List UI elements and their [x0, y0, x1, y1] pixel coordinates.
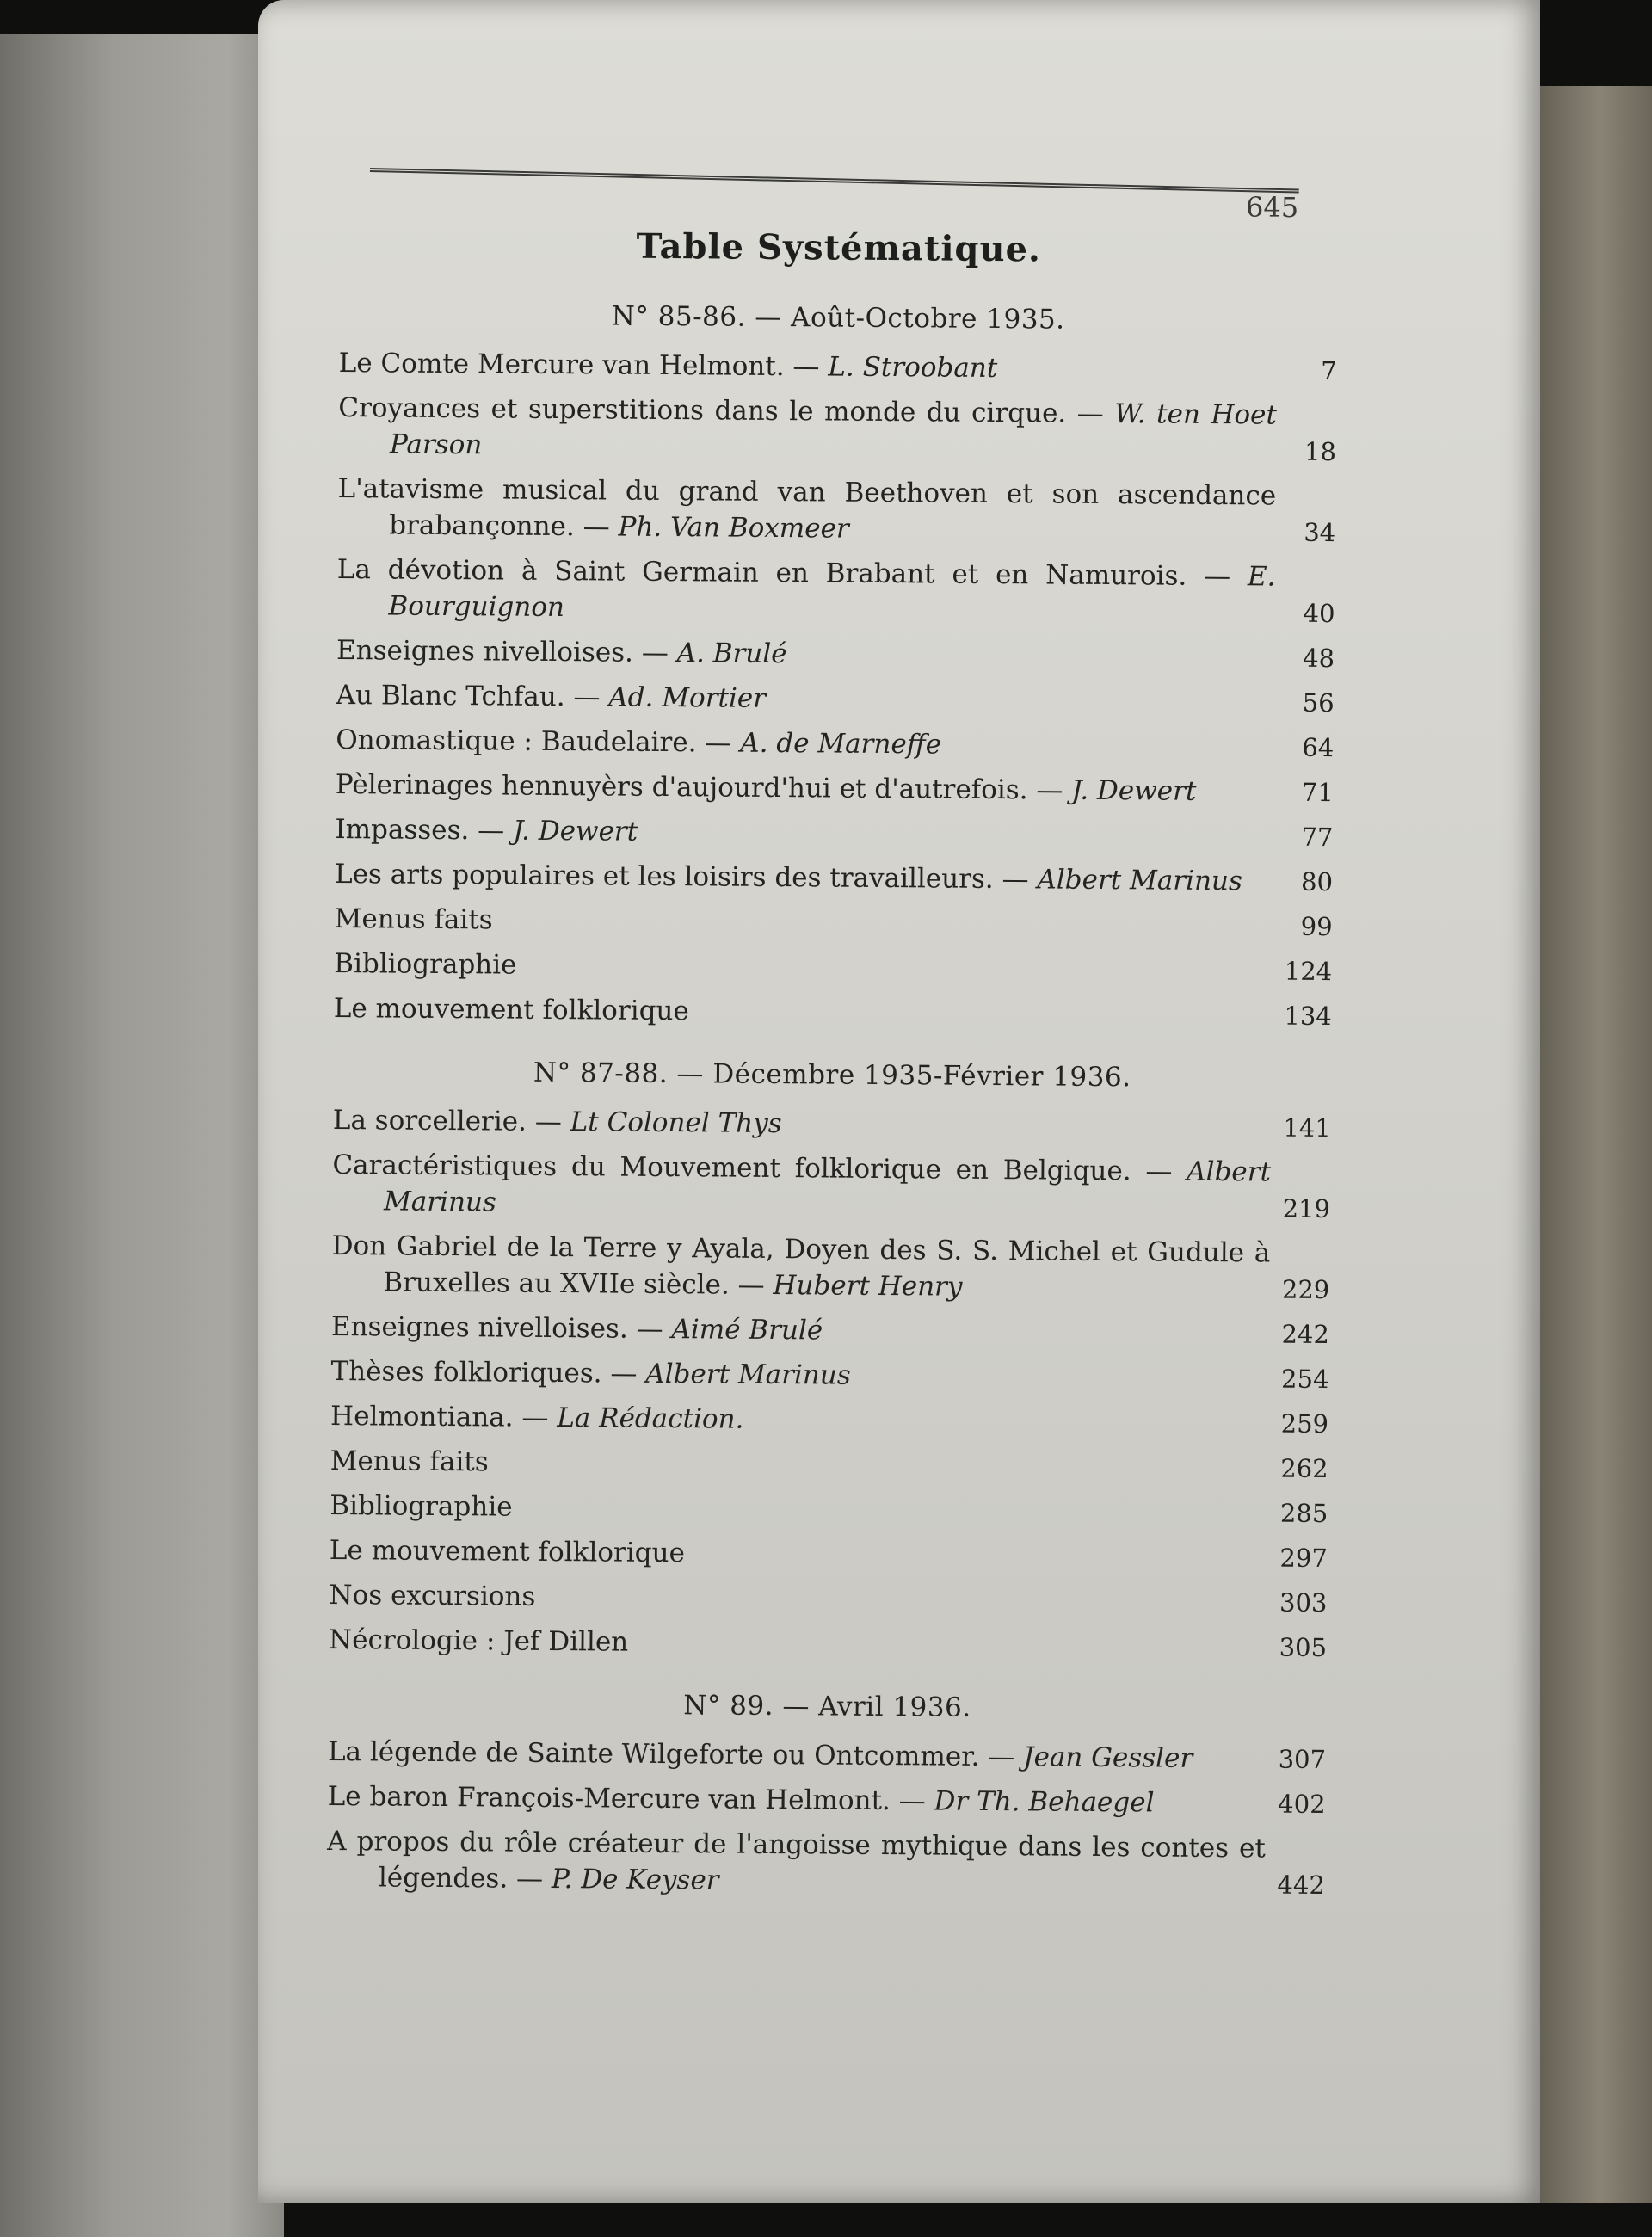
entry-text: [338, 390, 1277, 470]
toc-entry: [334, 901, 1332, 945]
entry-text: [336, 767, 1274, 810]
toc-section: [329, 1056, 1331, 1666]
toc-entry: [336, 722, 1334, 766]
entry-title: Menus faits: [330, 1445, 489, 1478]
entry-page-number: 134: [1284, 1001, 1332, 1032]
entry-page-number: 77: [1301, 822, 1334, 853]
entry-title: Onomastique : Baudelaire. —: [336, 724, 732, 759]
toc-entry: [336, 552, 1335, 632]
toc-entry: [335, 856, 1333, 900]
toc-entry: [333, 1102, 1331, 1146]
toc-entry: [330, 1443, 1328, 1487]
toc-entry: [336, 632, 1335, 676]
entry-title: Bibliographie: [330, 1489, 513, 1523]
entry-text: [334, 990, 1273, 1034]
entry-page-number: 254: [1280, 1364, 1329, 1395]
facing-page: [0, 34, 284, 2237]
entry-author: E. Bourguignon: [388, 561, 1276, 624]
entry-page-number: 297: [1279, 1543, 1328, 1574]
entry-title: Thèses folkloriques. —: [330, 1355, 638, 1390]
entry-title: Helmontiana. —: [330, 1400, 549, 1433]
entry-title: Le mouvement folklorique: [329, 1534, 686, 1569]
entry-text: [336, 722, 1274, 766]
entry-title: Impasses. —: [335, 813, 505, 847]
entry-page-number: 71: [1301, 777, 1334, 808]
entry-title: Nos excursions: [329, 1579, 536, 1612]
entry-author: L. Stroobant: [828, 351, 998, 385]
entry-text: [329, 1622, 1267, 1666]
entry-author: Dr Th. Behaegel: [934, 1785, 1155, 1819]
toc-sections: [327, 299, 1338, 1903]
toc-entry: [329, 1577, 1327, 1621]
entry-text: [327, 1778, 1266, 1822]
entry-text: [335, 811, 1273, 855]
entry-author: Aimé Brulé: [671, 1314, 823, 1347]
entry-author: Albert Marinus: [383, 1155, 1272, 1218]
entry-author: Hubert Henry: [773, 1269, 963, 1303]
entry-text: [327, 1823, 1266, 1903]
toc-entry: [330, 1532, 1328, 1576]
toc-entry: [330, 1398, 1328, 1442]
entry-title: Enseignes nivelloises. —: [330, 1310, 663, 1345]
entry-text: [336, 632, 1275, 676]
entry-page-number: 242: [1281, 1319, 1330, 1350]
entry-title: Menus faits: [334, 903, 493, 936]
entry-title: Bibliographie: [334, 947, 517, 981]
entry-title: Pèlerinages hennuyèrs d'aujourd'hui et d'autrefois. —: [335, 768, 1063, 806]
toc-entry: [328, 1734, 1326, 1778]
entry-author: A. Brulé: [676, 638, 787, 670]
entry-page-number: 40: [1303, 598, 1335, 629]
issue-heading: N° 89. — Avril 1936.: [683, 1690, 971, 1723]
entry-page-number: 259: [1280, 1408, 1329, 1439]
entry-text: [333, 1102, 1272, 1146]
entry-page-number: 99: [1300, 911, 1333, 942]
entry-page-number: 64: [1302, 732, 1335, 763]
entry-title: Les arts populaires et les loisirs des travailleurs. —: [334, 858, 1029, 896]
entry-text: [332, 1147, 1271, 1227]
toc-entry: [332, 1147, 1331, 1227]
entry-title: Enseignes nivelloises. —: [336, 634, 669, 669]
entry-page-number: 402: [1278, 1789, 1326, 1820]
issue-heading: N° 85-86. — Août-Octobre 1935.: [611, 300, 1065, 336]
entry-author: Jean Gessler: [1022, 1741, 1193, 1774]
entry-title: Caractéristiques du Mouvement folklorique en Belgique. —: [332, 1149, 1173, 1187]
entry-author: P. De Keyser: [551, 1863, 719, 1896]
entry-page-number: 48: [1303, 643, 1335, 674]
entry-author: Lt Colonel Thys: [570, 1106, 782, 1140]
entry-text: [334, 901, 1273, 945]
entry-author: A. de Marneffe: [740, 727, 942, 761]
entry-page-number: 262: [1280, 1453, 1328, 1484]
toc-entry: [331, 1309, 1329, 1353]
entry-text: [337, 471, 1276, 551]
entry-text: [331, 1309, 1270, 1353]
entry-title: La dévotion à Saint Germain en Brabant et en Namurois. —: [336, 553, 1231, 593]
entry-title: Au Blanc Tchfau. —: [336, 679, 601, 713]
entry-title: Nécrologie : Jef Dillen: [328, 1624, 629, 1658]
entry-text: [335, 856, 1273, 900]
page-title: Table Systématique.: [636, 225, 1042, 270]
entry-author: Ph. Van Boxmeer: [618, 511, 849, 545]
entry-text: [330, 1488, 1268, 1531]
entry-text: [330, 1532, 1268, 1576]
toc-entry: [338, 390, 1337, 470]
toc-entry: [336, 767, 1334, 810]
entry-author: Ad. Mortier: [608, 681, 767, 714]
entry-title: Le baron François-Mercure van Helmont. —: [327, 1780, 926, 1817]
entry-text: [334, 946, 1273, 989]
entry-text: [336, 677, 1275, 721]
entry-title: Croyances et superstitions dans le monde du cirque. —: [338, 391, 1104, 429]
entry-author: Albert Marinus: [1037, 864, 1242, 897]
entry-author: J. Dewert: [512, 815, 638, 847]
toc-section: [334, 299, 1338, 1034]
toc-entry: [331, 1228, 1330, 1308]
toc-section: [327, 1687, 1327, 1903]
entry-author: La Rédaction.: [557, 1402, 744, 1435]
entry-author: Albert Marinus: [645, 1358, 851, 1391]
toc-entry: [330, 1488, 1328, 1531]
entry-page-number: 305: [1279, 1632, 1328, 1663]
entry-text: [330, 1398, 1269, 1442]
entry-title: L'atavisme musical du grand van Beethoven et son ascendance brabançonne. —: [337, 472, 1277, 543]
entry-page-number: 442: [1277, 1870, 1326, 1901]
entry-page-number: 219: [1282, 1193, 1331, 1224]
entry-text: [328, 1734, 1267, 1778]
entry-author: W. ten Hoet Parson: [389, 398, 1278, 461]
entry-text: [330, 1353, 1269, 1397]
entry-page-number: 307: [1278, 1744, 1327, 1775]
entry-title: Le mouvement folklorique: [333, 992, 689, 1027]
toc-entry: [329, 1622, 1327, 1666]
entry-text: [330, 1443, 1269, 1487]
entry-title: Don Gabriel de la Terre y Ayala, Doyen des S. S. Michel et Gudule à Bruxelles au XVIIe siècle. —: [331, 1229, 1271, 1301]
entry-page-number: 80: [1300, 866, 1334, 897]
book-cover-edge: [1523, 86, 1652, 2203]
toc-entry: [337, 471, 1336, 551]
issue-heading: N° 87-88. — Décembre 1935-Février 1936.: [533, 1057, 1131, 1094]
entry-text: [339, 345, 1278, 389]
toc-entry: [335, 811, 1333, 855]
entry-text: [331, 1228, 1270, 1308]
table-of-contents: [326, 224, 1337, 1932]
entry-page-number: 7: [1321, 355, 1337, 386]
entry-title: La sorcellerie. —: [332, 1104, 562, 1138]
toc-entry: [327, 1823, 1326, 1903]
entry-page-number: 141: [1283, 1112, 1331, 1143]
toc-entry: [334, 946, 1332, 989]
toc-entry: [327, 1778, 1325, 1822]
entry-text: [336, 552, 1275, 632]
entry-author: J. Dewert: [1071, 774, 1197, 807]
entry-page-number: 229: [1281, 1274, 1330, 1305]
entry-text: [329, 1577, 1267, 1621]
entry-title: A propos du rôle créateur de l'angoisse mythique dans les contes et légendes. —: [327, 1825, 1266, 1895]
toc-entry: [339, 345, 1337, 389]
toc-entry: [330, 1353, 1328, 1397]
entry-page-number: 124: [1284, 956, 1333, 987]
entry-page-number: 18: [1304, 436, 1337, 467]
entry-page-number: 303: [1279, 1587, 1328, 1618]
toc-entry: [336, 677, 1335, 721]
entry-page-number: 285: [1279, 1498, 1328, 1529]
page-number: 645: [1246, 191, 1299, 224]
entry-page-number: 56: [1302, 687, 1335, 718]
toc-entry: [334, 990, 1332, 1034]
entry-page-number: 34: [1304, 517, 1336, 548]
entry-title: Le Comte Mercure van Helmont. —: [338, 347, 820, 383]
entry-title: La légende de Sainte Wilgeforte ou Ontcommer. —: [327, 1735, 1015, 1773]
